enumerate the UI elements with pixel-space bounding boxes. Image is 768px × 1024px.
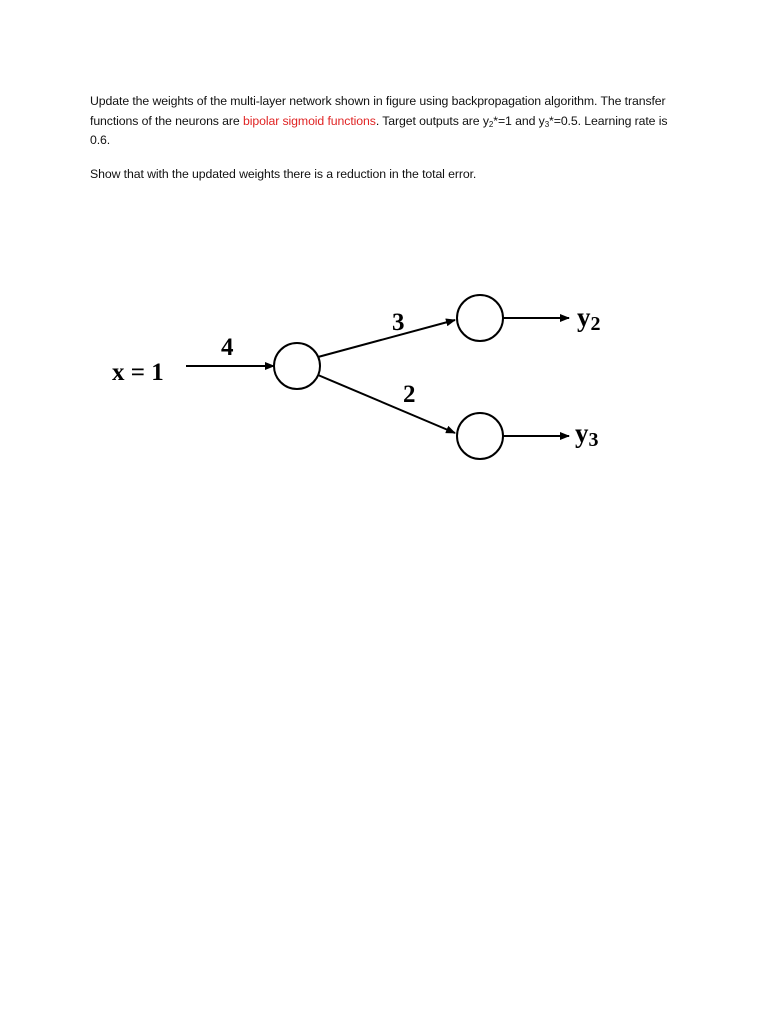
target-y3-subscript: 3 [544, 119, 550, 129]
input-label: x = 1 [112, 359, 164, 386]
statement-text-2: . Target outputs are y [375, 113, 489, 128]
highlighted-term: bipolar sigmoid functions [242, 113, 376, 128]
hidden-neuron [274, 343, 320, 389]
output-neuron-y2 [457, 295, 503, 341]
weight-hidden-y3: 2 [403, 381, 416, 408]
statement-text-4: *=0.5. Learning rate is 0.6. [90, 113, 668, 147]
output-label-y3: y3 [575, 418, 599, 451]
statement-text-1: Update the weights of the multi-layer network shown in figure using backpropagation algorithm. The transfer functions of the neurons are [90, 94, 666, 128]
weight-hidden-y2: 3 [392, 309, 405, 336]
target-y2-subscript: 2 [488, 119, 494, 129]
edge-hidden-to-y3 [318, 375, 455, 433]
weight-input-hidden: 4 [221, 334, 234, 361]
output-label-y2: y2 [577, 302, 601, 335]
output-neuron-y3 [457, 413, 503, 459]
edge-hidden-to-y2 [318, 320, 455, 357]
statement-text-3: *=1 and y [493, 113, 545, 128]
task-statement: Show that with the updated weights there is a reduction in the total error. [90, 167, 477, 181]
